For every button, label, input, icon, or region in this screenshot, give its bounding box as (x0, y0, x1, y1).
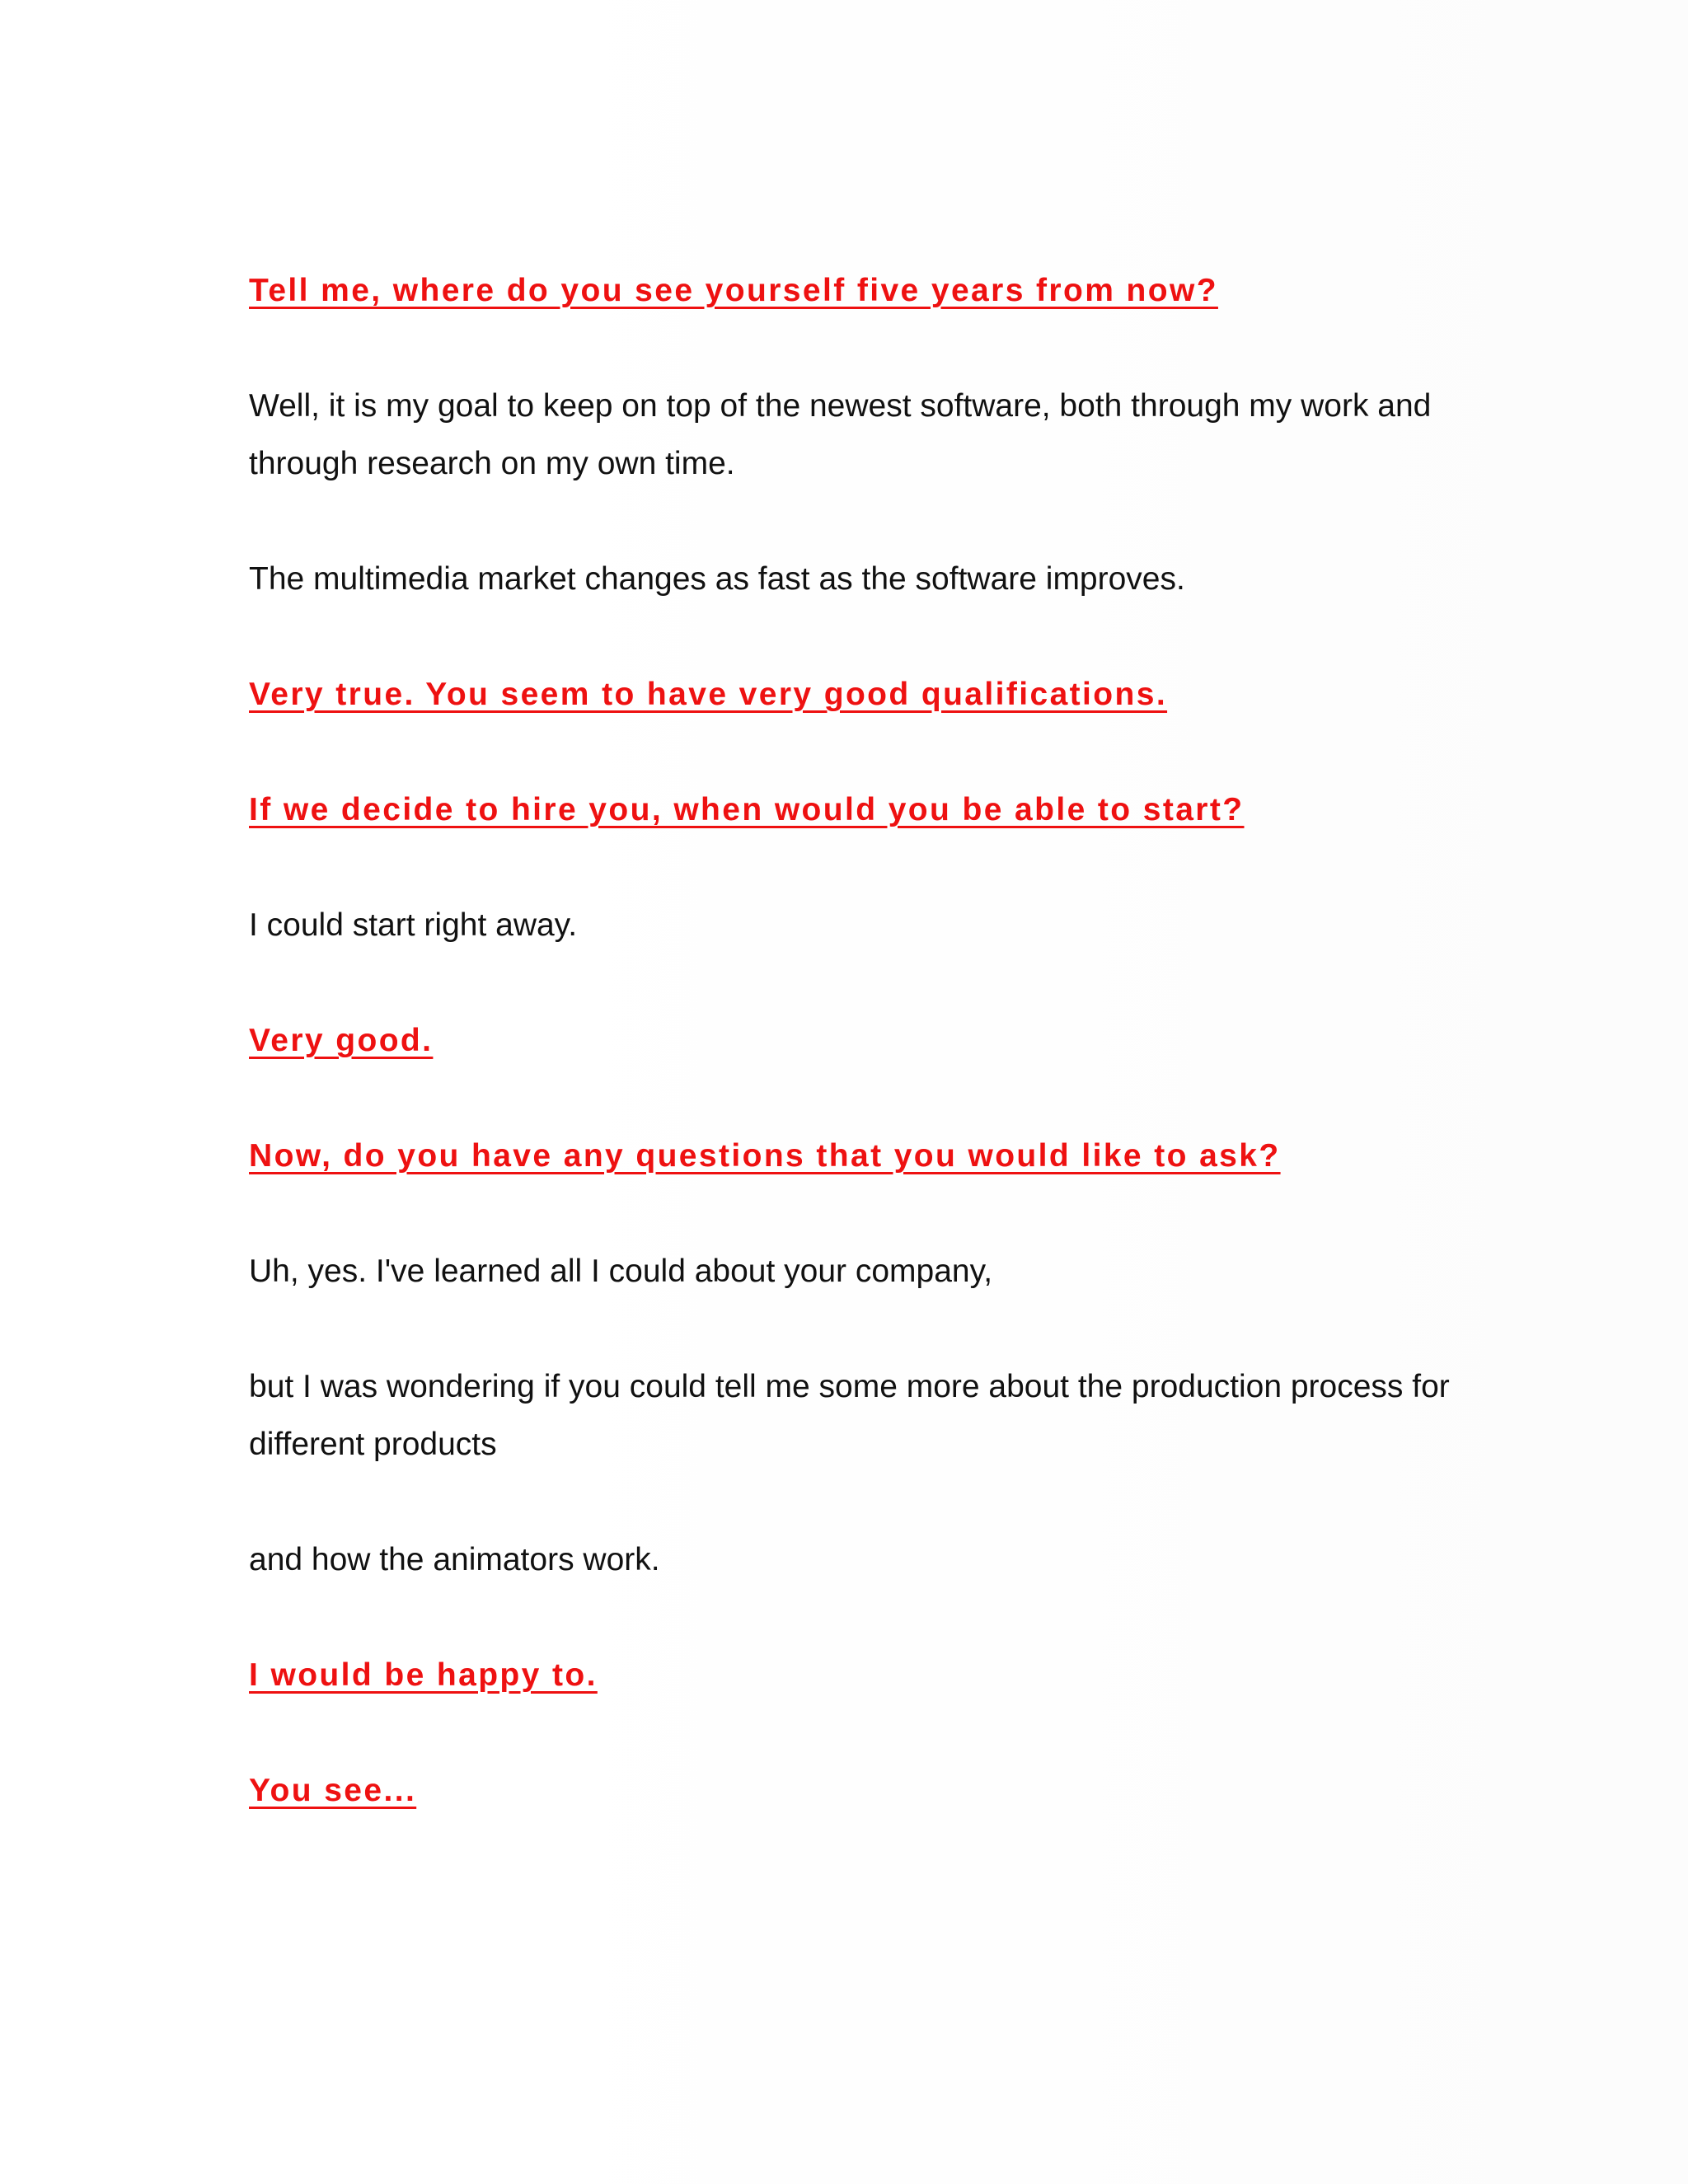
paragraph-gap (249, 1704, 1452, 1762)
candidate-line: and how the animators work. (249, 1542, 660, 1577)
paragraph-gap (249, 1301, 1452, 1358)
interviewer-line: If we decide to hire you, when would you be able to start? (249, 792, 1245, 827)
paragraph-gap (249, 954, 1452, 1012)
interviewer-line: I would be happy to. (249, 1657, 598, 1693)
candidate-line: Well, it is my goal to keep on top of the newest software, both through my work and through research on my own time. (249, 388, 1432, 481)
interviewer-line: You see... (249, 1773, 417, 1808)
paragraph-gap (249, 1185, 1452, 1243)
candidate-line: but I was wondering if you could tell me some more about the production process for different products (249, 1369, 1450, 1462)
candidate-line: I could start right away. (249, 907, 578, 943)
paragraph-gap (249, 1070, 1452, 1127)
paragraph-gap (249, 724, 1452, 781)
paragraph-gap (249, 493, 1452, 551)
paragraph-gap (249, 1474, 1452, 1531)
candidate-line: Uh, yes. I've learned all I could about your company, (249, 1254, 993, 1289)
paragraph-gap (249, 1589, 1452, 1647)
interviewer-line: Very good. (249, 1023, 434, 1058)
interviewer-line: Now, do you have any questions that you would like to ask? (249, 1138, 1281, 1174)
paragraph-gap (249, 320, 1452, 377)
interviewer-line: Tell me, where do you see yourself five years from now? (249, 273, 1218, 308)
interviewer-line: Very true. You seem to have very good qualifications. (249, 677, 1168, 712)
candidate-line: The multimedia market changes as fast as the software improves. (249, 561, 1185, 597)
paragraph-gap (249, 839, 1452, 897)
paragraph-gap (249, 608, 1452, 666)
dialogue-body (249, 262, 1452, 1820)
